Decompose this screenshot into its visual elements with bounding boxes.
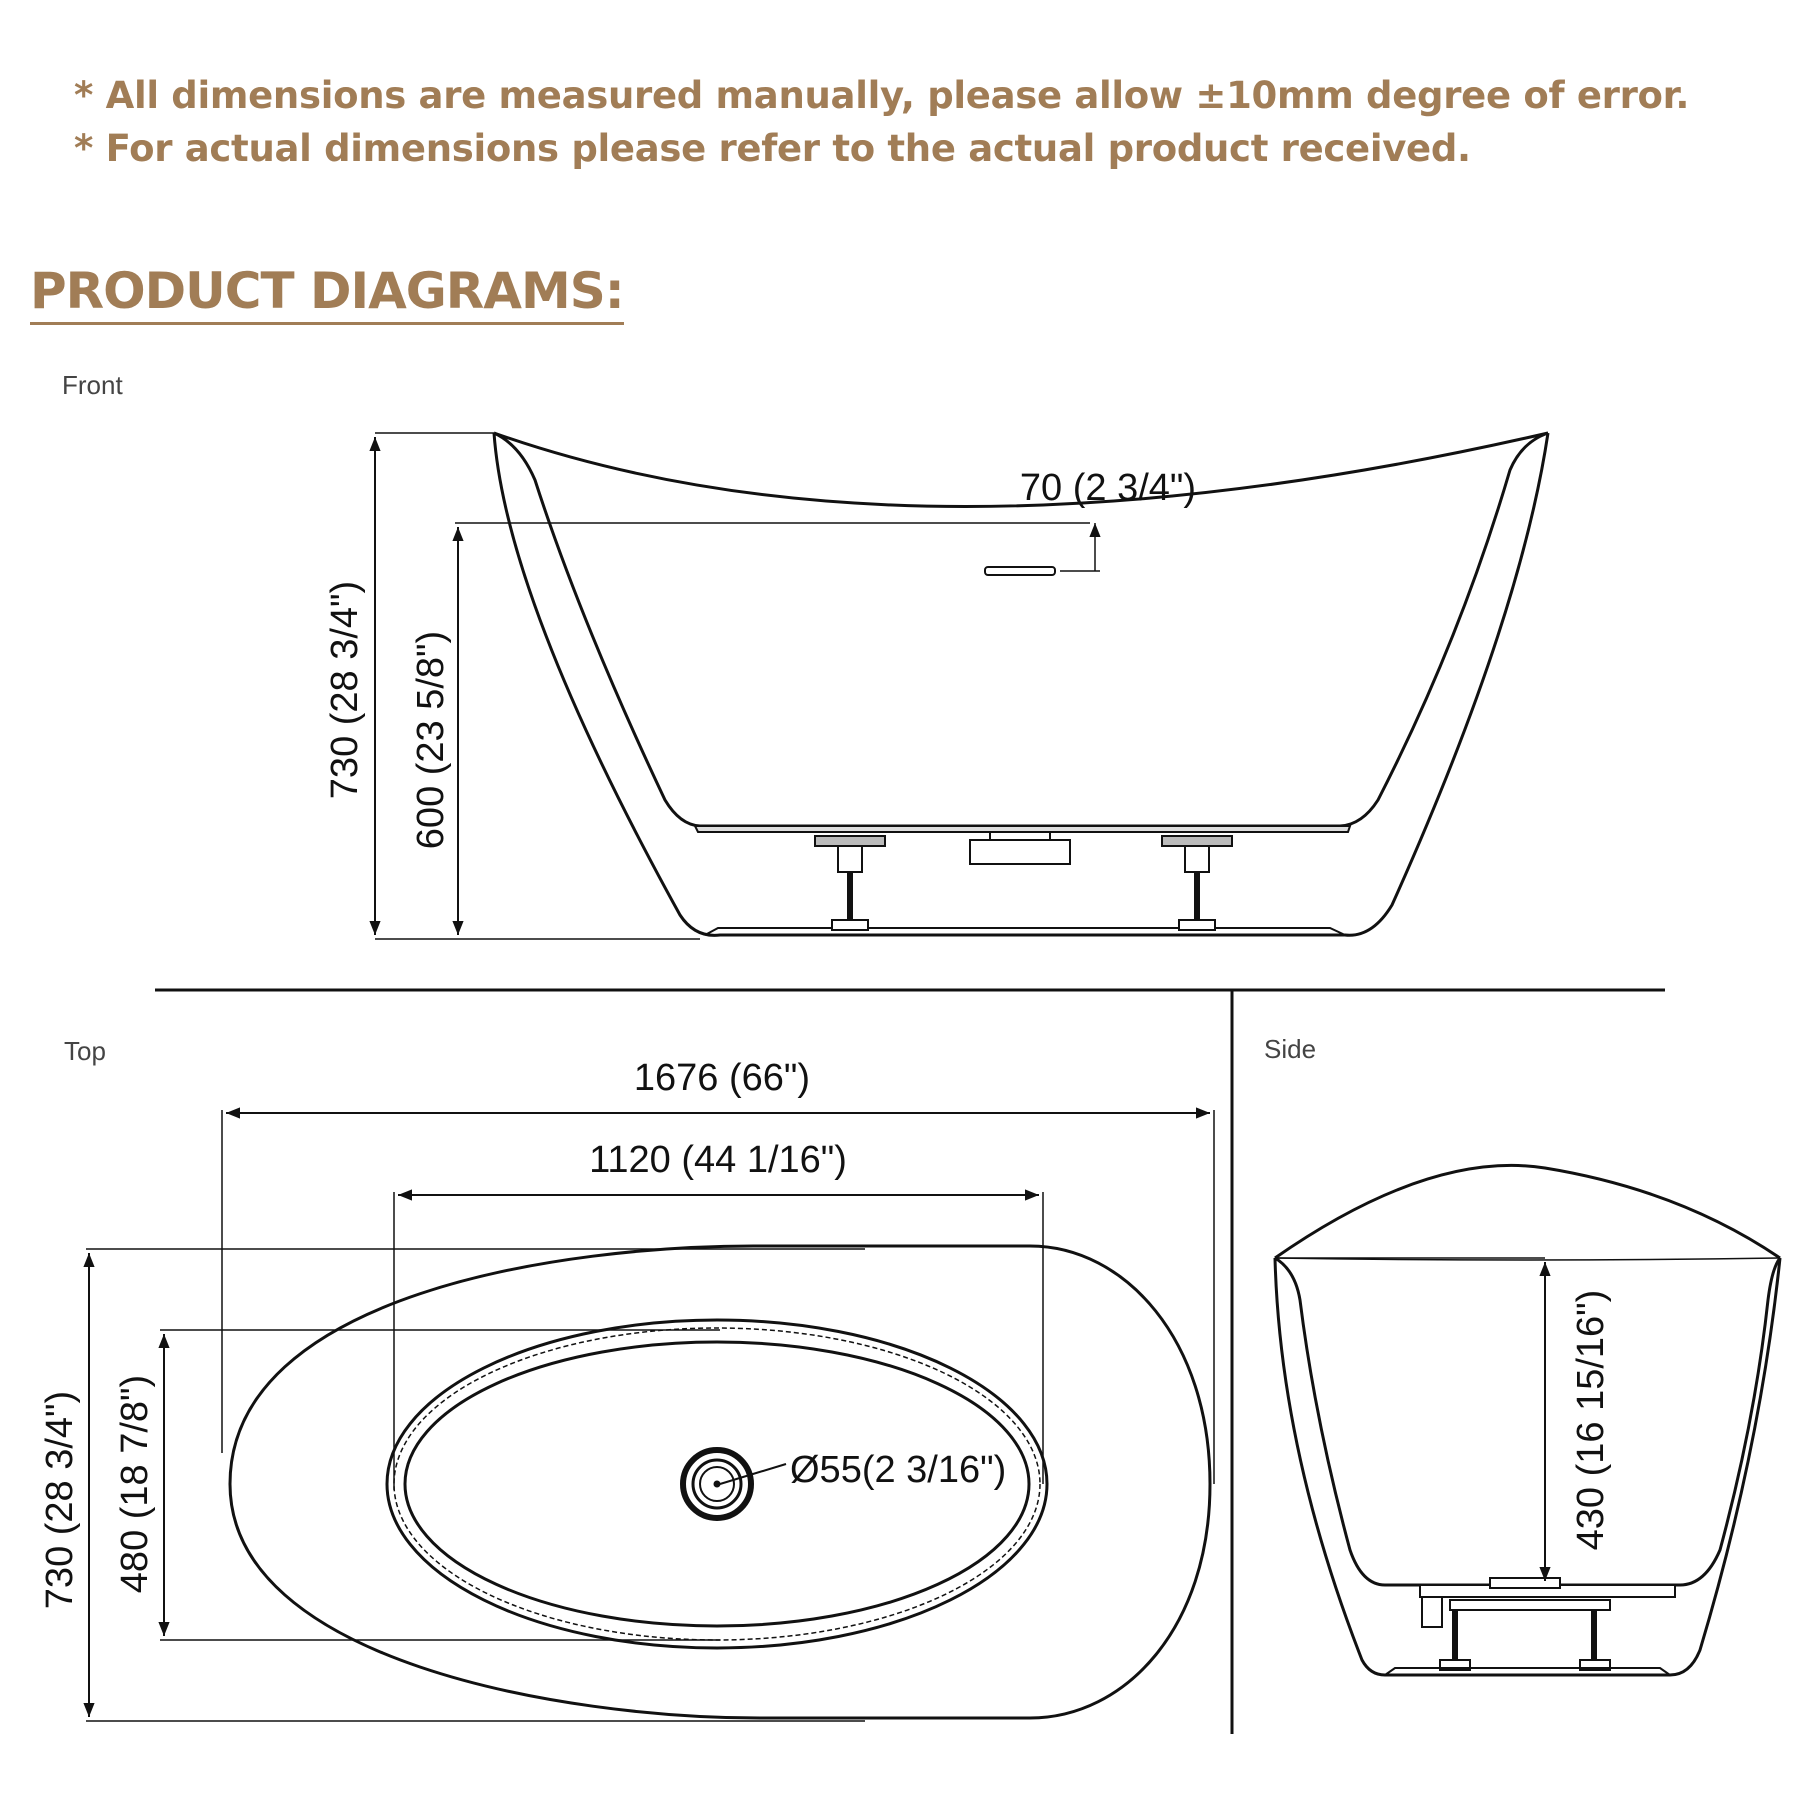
section-heading: PRODUCT DIAGRAMS: <box>30 262 624 325</box>
top-drain-diameter-label: Ø55(2 3/16") <box>790 1449 1007 1491</box>
top-interior-width-label: 480 (18 7/8") <box>114 1374 156 1594</box>
side-view-tub <box>1275 1165 1780 1675</box>
top-overall-length-label: 1676 (66") <box>633 1057 811 1099</box>
front-view-label: Front <box>62 370 123 400</box>
side-view-label: Side <box>1264 1034 1317 1064</box>
top-interior-length-label: 1120 (44 1/16") <box>589 1139 847 1181</box>
disclaimer-note-1: * All dimensions are measured manually, please allow ±10mm degree of error. <box>74 74 1690 117</box>
front-interior-height-label: 600 (23 5/8") <box>410 630 452 850</box>
top-overall-width-label: 730 (28 3/4") <box>39 1390 81 1610</box>
top-view-tub <box>230 1246 1210 1718</box>
top-view-label: Top <box>64 1036 106 1066</box>
top-view-dimension-lines <box>86 1110 1214 1721</box>
disclaimer-note-2: * For actual dimensions please refer to the actual product received. <box>74 127 1471 170</box>
side-interior-depth-label: 430 (16 15/16") <box>1570 1289 1612 1551</box>
side-view-dimension-lines <box>1275 1258 1545 1581</box>
front-overall-height-label: 730 (28 3/4") <box>324 580 366 800</box>
side-view-base-details <box>1385 1578 1675 1675</box>
front-view-base-details <box>695 567 1350 930</box>
top-view-drain <box>683 1450 786 1518</box>
front-overflow-depth-label: 70 (2 3/4") <box>1019 467 1197 509</box>
